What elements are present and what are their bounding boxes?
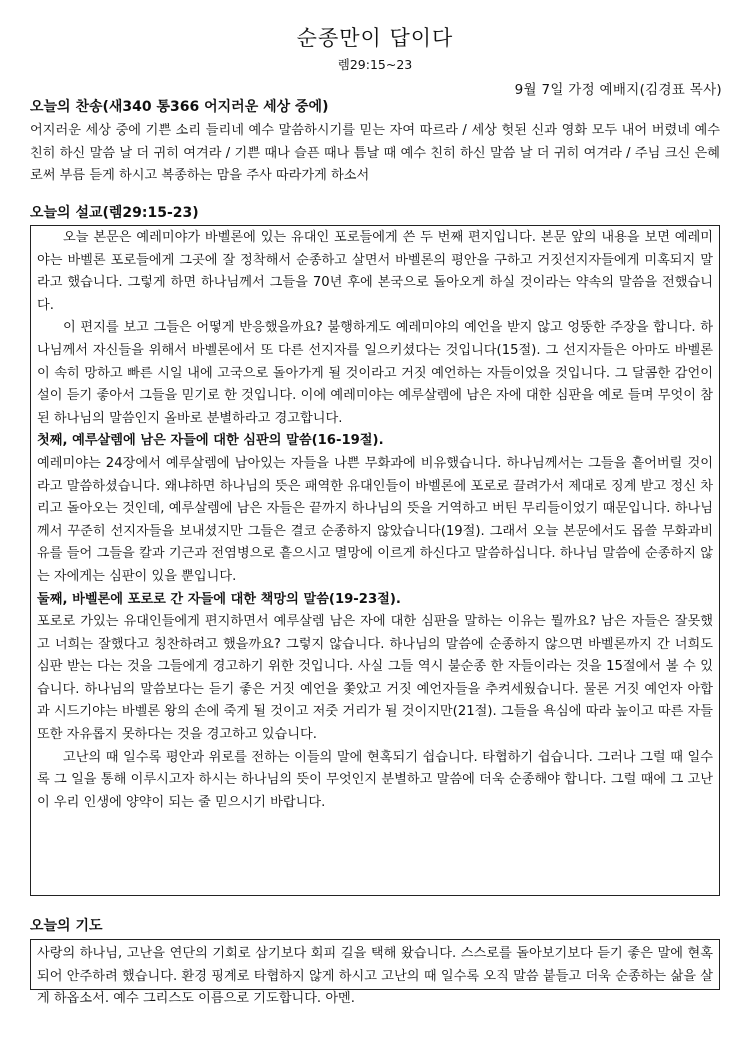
hymn-lyrics-block bbox=[30, 120, 720, 188]
sermon-subheading-1: 첫째, 예루살렘에 남은 자들에 대한 심판의 말씀(16-19절). bbox=[37, 433, 384, 449]
prayer-text: 사랑의 하나님, 고난을 연단의 기회로 삼기보다 회피 길을 택해 왔습니다. 스스로를 돌아보기보다 듣기 좋은 말에 현혹되어 안주하려 했습니다. 환경 핑계로 타협하지 않게 하시고 고난의 때 일수록 오직 말씀 붙들고 더욱 순종하는 삶을 살게 하옵소서. 예수 그리스도 이름으로 기도합니다. 아멘. bbox=[37, 946, 713, 1007]
hymn-heading: 오늘의 찬송(새340 통366 어지러운 세상 중에) bbox=[30, 99, 329, 115]
sermon-paragraph-4: 포로로 가있는 유대인들에게 편지하면서 예루살렘 남은 자에 대한 심판을 말하는 이유는 뭘까요? 남은 자들은 잘못했고 너희는 잘했다고 칭찬하려고 했을까요? 그렇지 않습니다. 하나님의 말씀에 순종하지 않으면 바벨론까지 간 너희도 심판 받는 다는 것을 그들에게 경고하기 위한 것입니다. 사실 그들 역시 불순종 한 자들이라는 것을 15절에서 볼 수 있습니다. 하나님의 말씀보다는 듣기 좋은 거짓 예언을 쫓았고 거짓 예언자들을 추켜세웠습니다. 물론 거짓 예언자 아합과 시드기야는 바벨론 왕의 손에 죽게 될 것이고 저줏 거리가 될 것이지만(21절). 그들을 욕심에 따라 높이고 따른 자들 또한 자유롭지 못하다는 것을 경고하고 있습니다. bbox=[37, 614, 713, 743]
hymn-lyrics: 어지러운 세상 중에 기쁜 소리 들리네 예수 말씀하시기를 믿는 자여 따르라 / 세상 헛된 신과 영화 모두 내어 버렸네 예수 친히 하신 말씀 날 더 귀히 여겨라 / 기쁜 때나 슬픈 때나 틈날 때 예수 친히 하신 말씀 날 더 귀히 여겨라 / 주님 크신 은혜로써 부름 듣게 하시고 복종하는 맘을 주사 따라가게 하소서 bbox=[30, 123, 720, 184]
sermon-subheading-2: 둘째, 바벨론에 포로로 간 자들에 대한 책망의 말씀(19-23절). bbox=[37, 591, 401, 607]
sermon-heading: 오늘의 설교(렘29:15-23) bbox=[30, 205, 199, 221]
page-title: 순종만이 답이다 bbox=[296, 26, 454, 50]
service-info: 9월 7일 가정 예배지(김경표 목사) bbox=[514, 82, 722, 98]
sermon-paragraph-2: 이 편지를 보고 그들은 어떻게 반응했을까요? 불행하게도 예레미야의 예언을 받지 않고 엉뚱한 주장을 합니다. 하나님께서 자신들을 위해서 바벨론에서 또 다른 선지자를 일으키셨다는 것입니다(15절). 그 선지자들은 아마도 바벨론이 속히 망하고 빠른 시일 내에 고국으로 돌아가게 될 것이라고 거짓 예언하는 자들이었을 것입니다. 그 달콤한 감언이설이 듣기 좋아서 그들을 믿기로 한 것입니다. 이에 예레미야는 예루살렘에 남은 자에 대한 심판을 예로 들며 무엇이 참된 하나님의 말씀인지 올바로 분별하라고 경고합니다. bbox=[37, 320, 713, 426]
sermon-paragraph-5: 고난의 때 일수록 평안과 위로를 전하는 이들의 말에 현혹되기 쉽습니다. 타협하기 쉽습니다. 그러나 그럴 때 일수록 그 일을 통해 이루시고자 하시는 하나님의 뜻이 무엇인지 분별하고 말씀에 더욱 순종해야 합니다. 그럴 때에 그 고난이 우리 인생에 양약이 되는 줄 믿으시기 바랍니다. bbox=[37, 749, 713, 810]
sermon-paragraph-3: 예레미야는 24장에서 예루살렘에 남아있는 자들을 나쁜 무화과에 비유했습니다. 하나님께서는 그들을 흩어버릴 것이라고 말씀하셨습니다. 왜냐하면 하나님의 뜻은 패역한 유대인들이 바벨론에 포로로 끌려가서 제대로 징계 받고 정신 차리고 돌아오는 것인데, 예루살렘에 남은 자들은 끝까지 하나님의 뜻을 거역하고 버틴 무리들이었기 때문입니다. 하나님께서 꾸준히 선지자들을 보내셨지만 그들은 결코 순종하지 않았습니다(19절). 그래서 오늘 본문에서도 몹쓸 무화과비유를 들어 그들을 칼과 기근과 전염병으로 흩으시고 멸망에 이르게 하신다고 말씀하십니다. 하나님 말씀에 순종하지 않는 자에게는 심판이 있을 뿐입니다. bbox=[37, 455, 713, 584]
prayer-heading: 오늘의 기도 bbox=[30, 918, 103, 934]
prayer-box bbox=[30, 939, 720, 1007]
sermon-box bbox=[30, 225, 720, 896]
scripture-reference: 렘29:15~23 bbox=[337, 57, 413, 72]
sermon-paragraph-1: 오늘 본문은 예레미야가 바벨론에 있는 유대인 포로들에게 쓴 두 번째 편지입니다. 본문 앞의 내용을 보면 예레미야는 바벨론 포로들에게 그곳에 잘 정착해서 순종하고 살면서 바벨론의 평안을 구하고 거짓선지자들에게 미혹되지 말라고 했습니다. 그렇게 하면 하나님께서 그들을 70년 후에 본국으로 돌아오게 하실 것이라는 약속의 말씀을 전했습니다. bbox=[37, 230, 713, 313]
